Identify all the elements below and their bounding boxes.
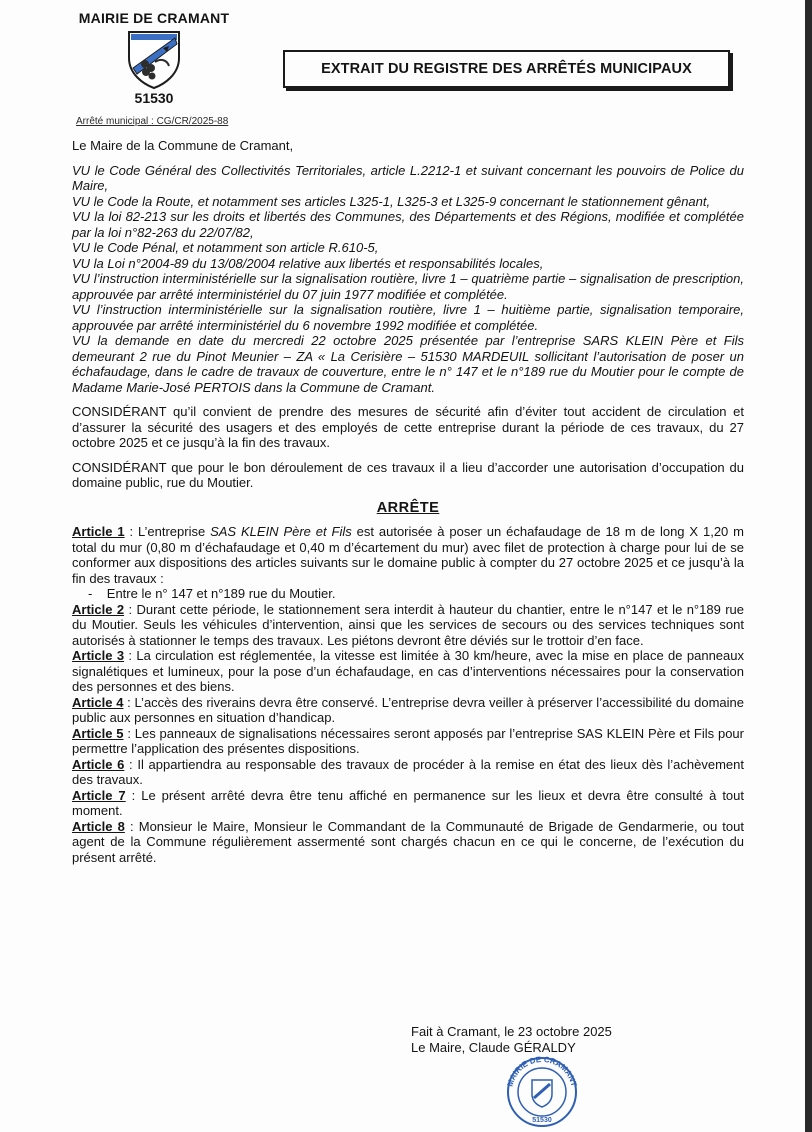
- article-text: : Il appartiendra au responsable des travaux de procéder à la remise en état des lieux dès l’achèvement des travaux.: [72, 756, 744, 787]
- article-label: Article 7: [72, 787, 126, 803]
- article-label: Article 1: [72, 524, 125, 539]
- arrete-heading: ARRÊTE: [376, 499, 440, 516]
- article-4: [72, 695, 744, 726]
- signature-block: [411, 1024, 612, 1056]
- article-5: [72, 726, 744, 757]
- arrete-reference: Arrêté municipal : CG/CR/2025-88: [76, 116, 229, 127]
- article-text: est autorisée à poser un échafaudage de 18 m de long X 1,20 m total du mur (0,80 m d’échafaudage et 0,40 m d’écartement du mur) avec filet de protection à charge pour lui de se conformer aux dispositions des articles suivants sur le domaine public à compter du 27 octobre 2025 et ce jusqu’à la fin des travaux :: [72, 524, 745, 586]
- article-label: Article 3: [72, 648, 125, 663]
- article-text: : Monsieur le Maire, Monsieur le Commandant de la Communauté de Brigade de Gendarmerie, ou tout agent de la Commune régulièrement assermenté sont chargés chacun en ce qui le concerne, de l’exécution du présent arrêté.: [72, 818, 744, 865]
- article-7: [72, 788, 744, 819]
- considerant-1: CONSIDÉRANT qu’il convient de prendre des mesures de sécurité afin d’éviter tout accident de circulation et d’assurer la sécurité des usagers et des employés de cette entreprise durant la période de ces travaux, du 27 octobre 2025 et ce jusqu’à la fin des travaux.: [72, 404, 744, 450]
- vu-item: VU le Code Pénal, et notamment son article R.610-5,: [72, 240, 379, 255]
- address-range-item: - Entre le n° 147 et n°189 rue du Moutier.: [88, 586, 336, 601]
- vu-item: VU l’instruction interministérielle sur la signalisation routière, livre 1 – huitième partie, signalisation temporaire, approuvée par arrêté interministériel du 6 novembre 1992 modifiée et complétée.: [72, 302, 744, 333]
- company-name: SAS KLEIN Père et Fils: [210, 524, 352, 539]
- vu-item: VU le Code la Route, et notamment ses articles L325-1, L325-3 et L325-9 concernant le stationnement gênant,: [72, 193, 711, 209]
- address-range: Entre le n° 147 et n°189 rue du Moutier.: [106, 586, 336, 601]
- article-3: [72, 648, 744, 695]
- svg-text:MAIRIE DE CRAMANT: [505, 1055, 578, 1088]
- considerant-2: CONSIDÉRANT que pour le bon déroulement de ces travaux il a lieu d’accorder une autorisation d’occupation du domaine public, rue du Moutier.: [72, 459, 744, 490]
- article-1: [72, 524, 744, 602]
- article-label: Article 8: [72, 818, 125, 834]
- article-text: : L’entreprise: [124, 524, 211, 539]
- vu-item: VU la demande en date du mercredi 22 octobre 2025 présentée par l’entreprise SARS KLEIN Père et Fils demeurant 2 rue du Pinot Meunier – ZA « La Cerisière – 51530 MARDEUIL sollicitant l’autorisation de poser un échafaudage, dans le cadre de travaux de couverture, entre le n° 147 et le n°189 rue du Moutier pour le compte de Madame Marie-José PERTOIS dans la Commune de Cramant.: [72, 333, 744, 395]
- article-text: : La circulation est réglementée, la vitesse est limitée à 30 km/heure, avec la mise en place de panneaux signalétiques et lumineux, pour la pose d’un échafaudage, en cas d’interventions nécessaires pour la conservation des personnes et des biens.: [72, 648, 744, 694]
- stamp-ring-text: MAIRIE DE CRAMANT: [505, 1054, 579, 1088]
- signer-name: Le Maire, Claude GÉRALDY: [411, 1040, 576, 1055]
- article-text: : Durant cette période, le stationnement sera interdit à hauteur du chantier, entre le n°147 et le n°189 rue du Moutier. Seuls les véhicules d’intervention, ainsi que les services de secours ou des services techniques sont autorisés à stationner le temps des travaux. Les piétons devront être déviés sur le trottoir d’en face.: [72, 601, 744, 648]
- postcode: 51530: [134, 90, 174, 106]
- stamp-code: 51530: [532, 1117, 552, 1124]
- opening-line: Le Maire de la Commune de Cramant,: [72, 138, 294, 153]
- article-label: Article 4: [72, 694, 124, 710]
- article-8: [72, 819, 744, 866]
- coat-of-arms-icon: [125, 28, 183, 90]
- document-body: [72, 138, 744, 865]
- article-2: [72, 602, 744, 649]
- register-title: EXTRAIT DU REGISTRE DES ARRÊTÉS MUNICIPAUX: [321, 61, 692, 77]
- place-date: Fait à Cramant, le 23 octobre 2025: [411, 1024, 612, 1039]
- register-title-box: [283, 50, 730, 88]
- vu-item: VU la Loi n°2004-89 du 13/08/2004 relative aux libertés et responsabilités locales,: [72, 255, 544, 271]
- official-stamp-icon: [502, 1054, 582, 1128]
- article-text: : Les panneaux de signalisations nécessaires seront apposés par l’entreprise SAS KLEIN Père et Fils pour permettre l’application des présentes dispositions.: [72, 725, 744, 756]
- vu-item: VU le Code Général des Collectivités Territoriales, article L.2212-1 et suivant concernant les pouvoirs de Police du Maire,: [72, 162, 744, 193]
- article-label: Article 6: [72, 756, 125, 772]
- article-6: [72, 757, 744, 788]
- article-text: : Le présent arrêté devra être tenu affiché en permanence sur les lieux et devra être consulté à tout moment.: [72, 787, 744, 818]
- article-text: : L’accès des riverains devra être conservé. L’entreprise devra veiller à préserver l’accessibilité du domaine public aux personnes en situation d’handicap.: [72, 694, 744, 725]
- mairie-name: MAIRIE DE CRAMANT: [78, 10, 230, 26]
- mairie-header: [76, 10, 232, 106]
- article-label: Article 5: [72, 725, 124, 741]
- vu-item: VU l’instruction interministérielle sur la signalisation routière, livre 1 – quatrième partie – signalisation de prescription, approuvée par arrêté interministériel du 07 juin 1977 modifiée et complétée.: [72, 271, 744, 302]
- scan-edge: [805, 0, 812, 1132]
- vu-list: [72, 163, 744, 396]
- vu-item: VU la loi 82-213 sur les droits et libertés des Communes, des Départements et des Régions, modifiée et complétée par la loi n°82-263 du 22/07/82,: [72, 209, 744, 240]
- article-label: Article 2: [72, 601, 125, 617]
